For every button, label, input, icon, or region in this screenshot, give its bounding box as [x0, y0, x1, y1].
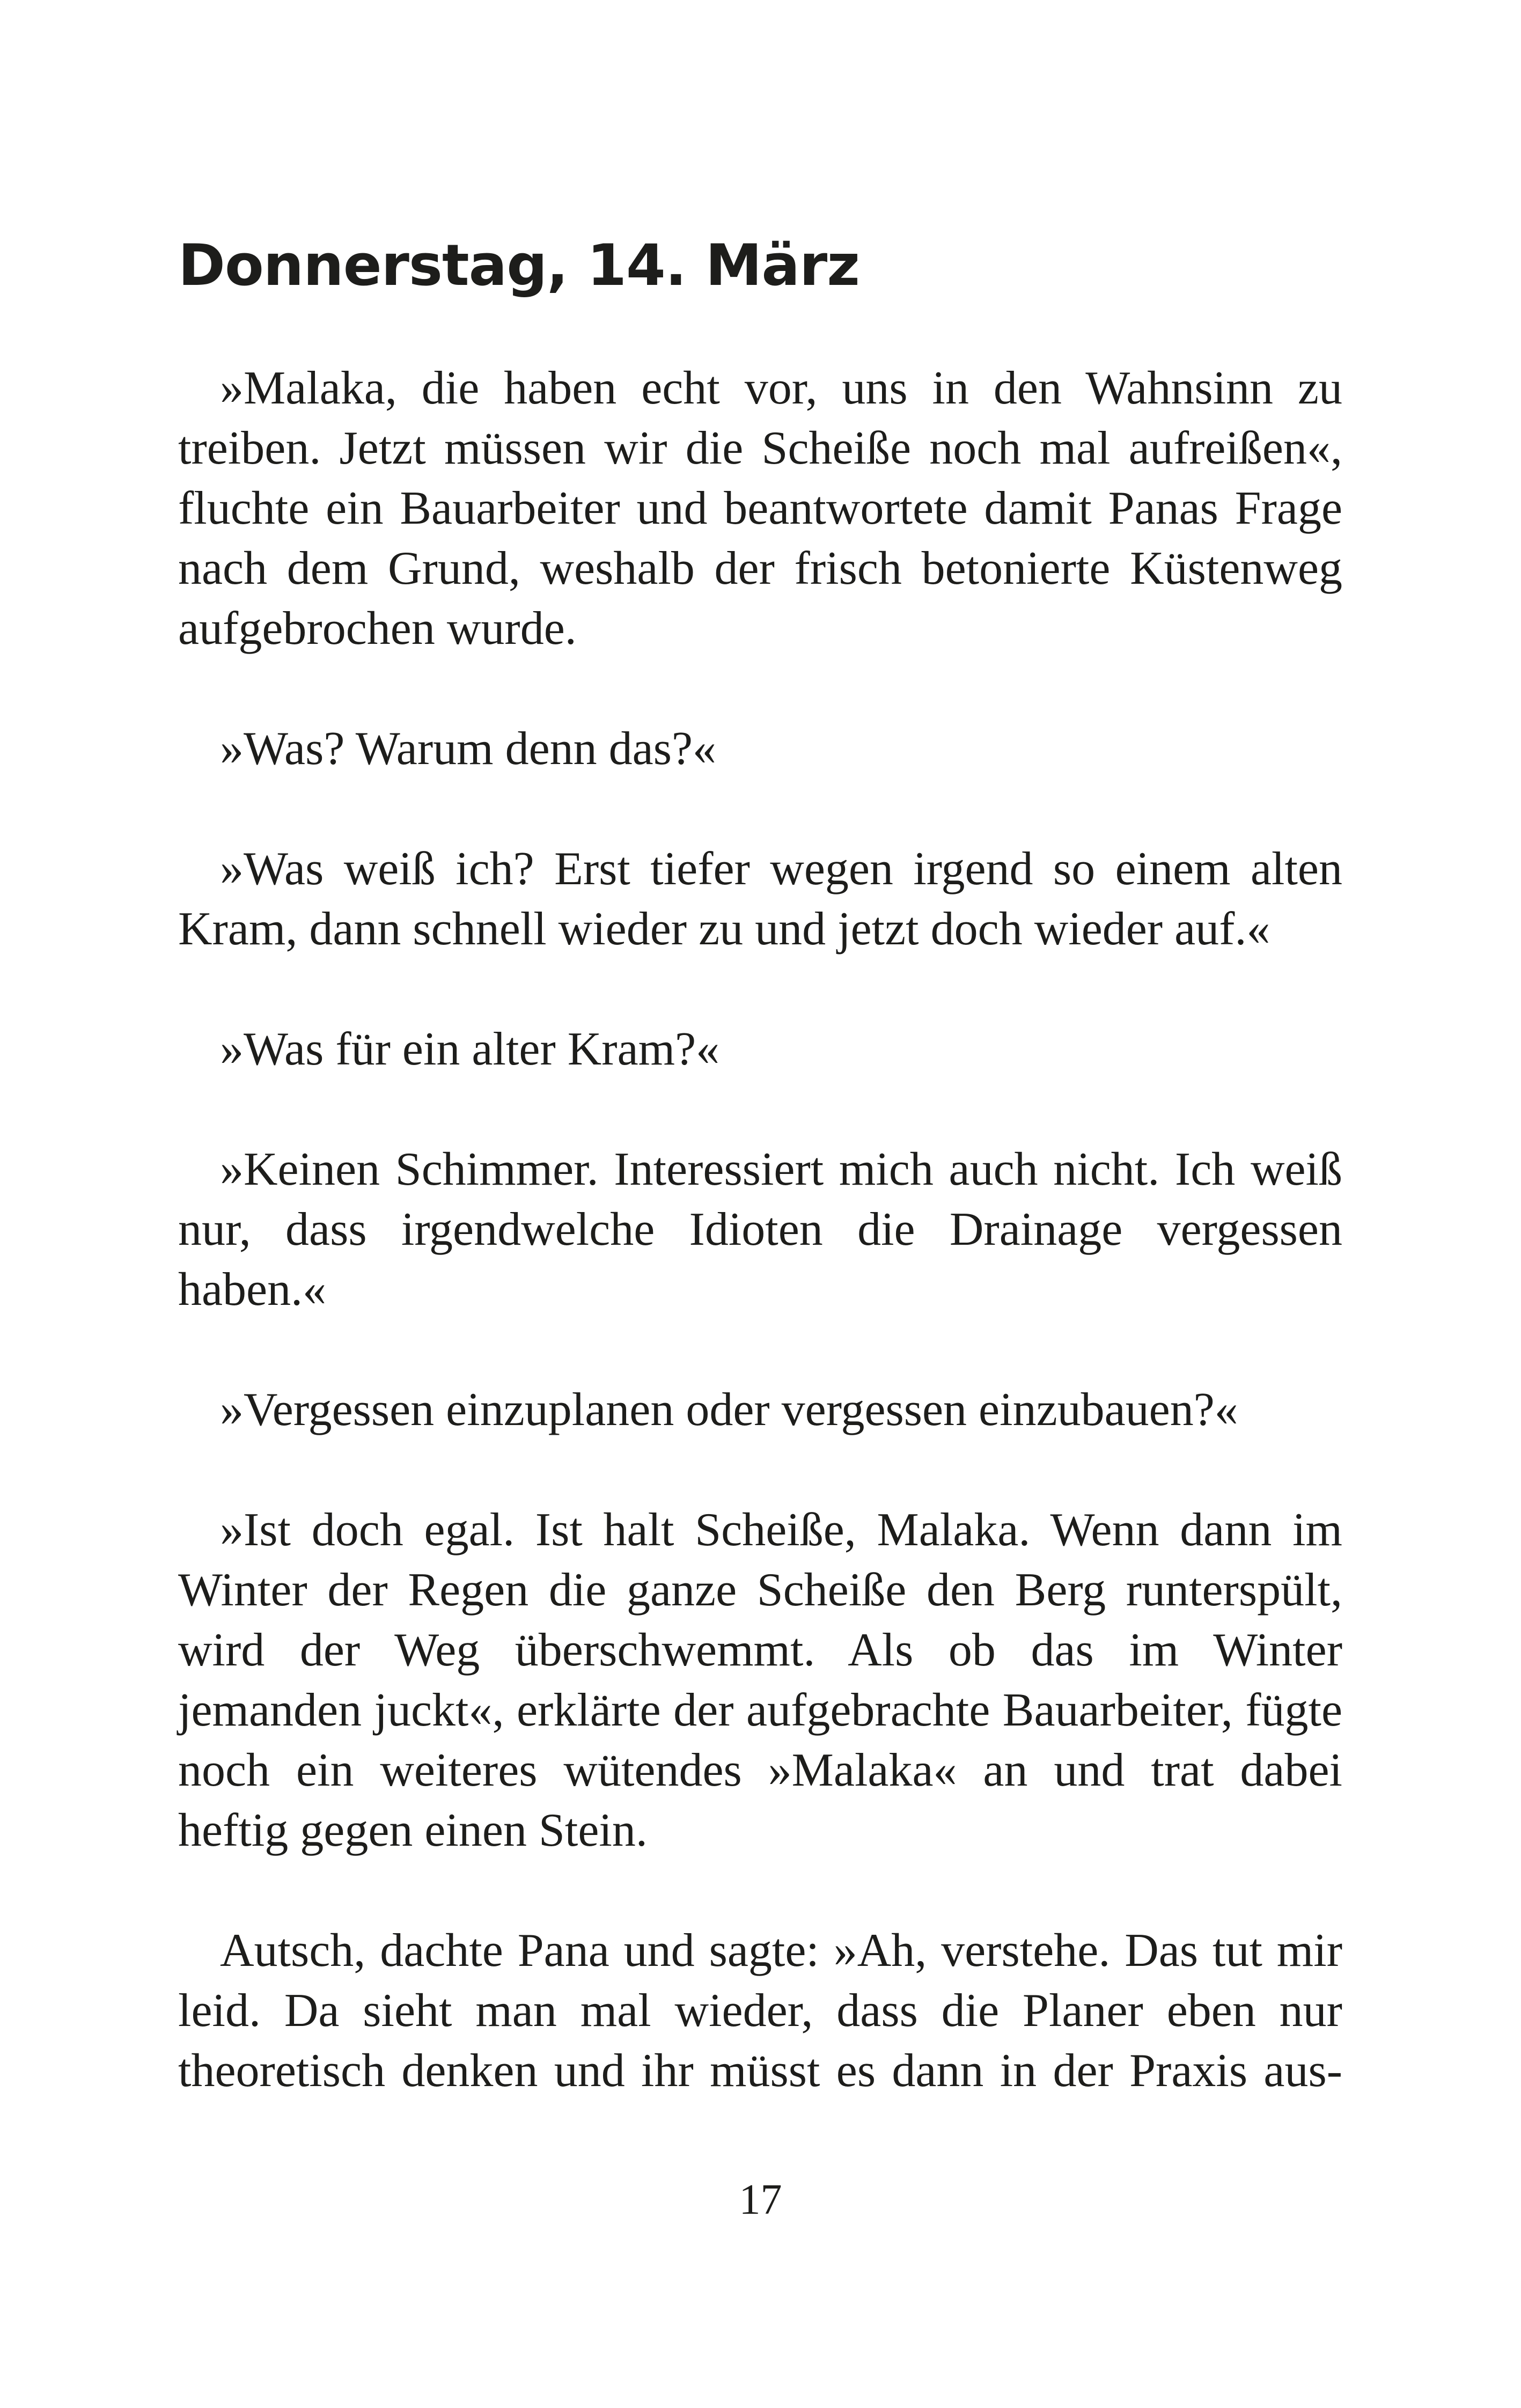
body-text	[178, 358, 1342, 2101]
paragraph: »Was weiß ich? Erst tiefer wegen irgend so einem alten Kram, dann schnell wieder zu und jetzt doch wieder auf.«	[178, 843, 1342, 955]
paragraph: »Was? Warum denn das?«	[220, 723, 717, 775]
page-number: 17	[739, 2176, 782, 2223]
paragraph: »Ist doch egal. Ist halt Scheiße, Malaka. Wenn dann im Winter der Regen die ganze Scheiße den Berg runterspült, wird der Weg überschwemmt. Als ob das im Winter jemanden juckt«, erklärte der aufgebrachte Bauarbeiter, fügte noch ein weiteres wütendes »Malaka« an und trat dabei heftig gegen einen Stein.	[178, 1504, 1342, 1856]
paragraph: Autsch, dachte Pana und sagte: »Ah, verstehe. Das tut mir leid. Da sieht man mal wieder, dass die Planer eben nur theoretisch denken und ihr müsst es dann in der Praxis aus-	[178, 1925, 1342, 2097]
paragraph: »Was für ein alter Kram?«	[220, 1023, 720, 1075]
paragraph: »Keinen Schimmer. Interessiert mich auch nicht. Ich weiß nur, dass irgendwelche Idioten die Drainage vergessen haben.«	[178, 1143, 1342, 1316]
chapter-heading: Donnerstag, 14. März	[178, 232, 859, 298]
paragraph: »Vergessen einzuplanen oder vergessen einzubauen?«	[220, 1384, 1238, 1436]
paragraph: »Malaka, die haben echt vor, uns in den Wahnsinn zu treiben. Jetzt müssen wir die Scheiße noch mal aufreißen«, fluchte ein Bauarbeiter und beantwortete damit Panas Frage nach dem Grund, weshalb der frisch betonierte Küstenweg aufgebrochen wurde.	[178, 362, 1342, 655]
